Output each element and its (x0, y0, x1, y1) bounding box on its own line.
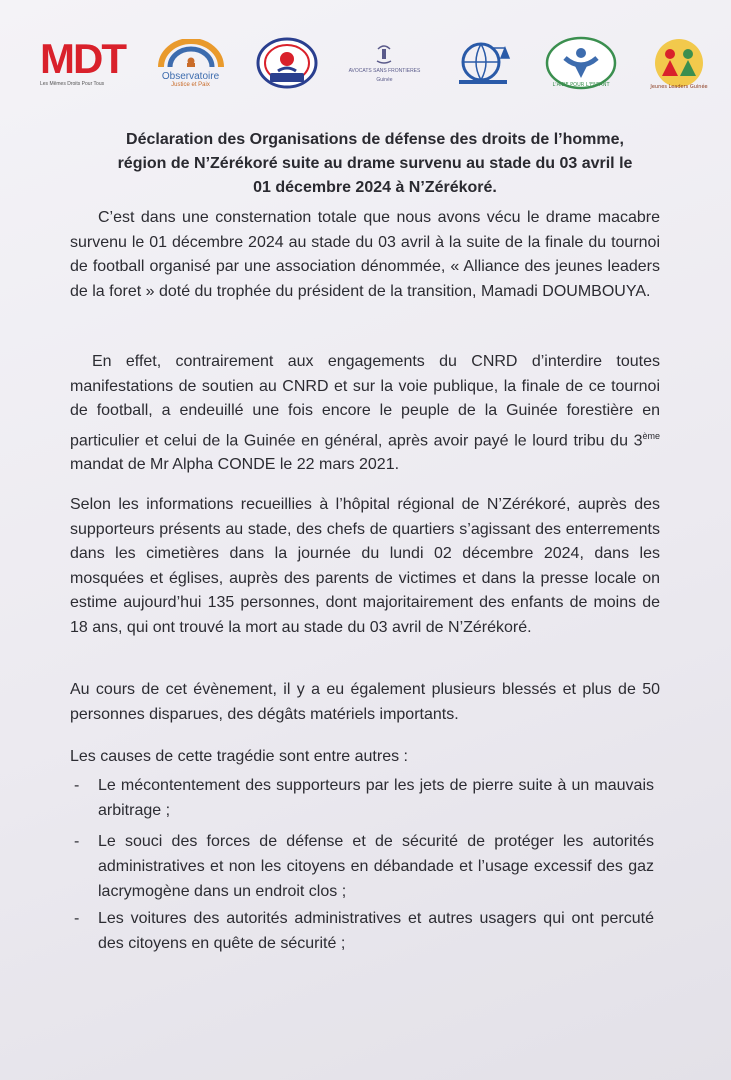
jeunes-leaders-logo (648, 36, 710, 90)
paragraph-cnrd-text-end: mandat de Mr Alpha CONDE le 22 mars 2021. (70, 456, 400, 474)
asf-name: AVOCATS SANS FRONTIERES (348, 68, 421, 74)
justice-globe-logo (451, 38, 515, 88)
aide-enfant-logo (545, 36, 617, 90)
paragraph-cnrd (70, 350, 660, 478)
list-marker: - (74, 777, 80, 794)
observatoire-name: Observatoire (161, 70, 220, 82)
ogdh-logo (256, 37, 318, 89)
logo-header (40, 28, 710, 98)
asf-emblem-icon (374, 43, 394, 65)
list-item-text: Le souci des forces de défense et de sécurité de protéger les autorités administratives et non les citoyens en débandade et l’usage excessif des gaz lacrymogène dans un endroit clos ; (98, 833, 654, 900)
title-line-1: Déclaration des Organisations de défense des droits de l’homme, (126, 131, 624, 148)
aide-enfant-seal-icon (545, 36, 617, 90)
sunrise-icon (156, 39, 226, 69)
title-line-2: région de N’Zérékoré suite au drame survenu au stade du 03 avril le (117, 155, 633, 172)
paragraph-context: C’est dans une consternation totale que nous avons vécu le drame macabre survenu le 01 décembre 2024 au stade du 03 avril à la suite de la finale du tournoi de football organisé par une association dénommée, « Alliance des jeunes leaders de la foret » doté du trophée du président de la transition, Mamadi DOUMBOUYA. (70, 209, 660, 300)
paragraph-causes-intro: Les causes de cette tragédie sont entre autres : (70, 748, 408, 765)
causes-list (74, 773, 654, 958)
list-item-text: Le mécontentement des supporteurs par les jets de pierre suite à un mauvais arbitrage ; (98, 777, 654, 819)
title-line-3: 01 décembre 2024 à N’Zérékoré. (253, 179, 497, 196)
list-marker: - (74, 910, 80, 927)
mdt-logo (40, 35, 125, 87)
aide-enfant-label: L'AIDE POUR L'ENFANT (552, 82, 610, 88)
asf-country: Guinée (376, 77, 393, 83)
jeunes-leaders-seal-icon (648, 36, 710, 90)
list-marker: - (74, 833, 80, 850)
paragraph-injured: Au cours de cet évènement, il y a eu également plusieurs blessés et plus de 50 personnes disparues, des dégâts matériels importants. (70, 681, 660, 723)
observatoire-logo (156, 39, 226, 88)
list-item (74, 773, 654, 823)
mdt-subtitle: Les Mêmes Droits Pour Tous (40, 81, 105, 87)
observatoire-subtitle: Justice et Paix (171, 81, 210, 88)
list-item (74, 829, 654, 904)
asf-logo (349, 43, 421, 83)
list-item-text: Les voitures des autorités administratives et autres usagers qui ont percuté des citoyens en quête de sécurité ; (98, 910, 654, 952)
paragraph-cnrd-text: En effet, contrairement aux engagements du CNRD d’interdire toutes manifestations de soutien au CNRD et sur la voie publique, la finale de ce tournoi de football, a endeuillé une fois encore le peuple de la Guinée forestière en particulier et celui de la Guinée en général, après avoir payé le lourd tribu du 3 (70, 353, 660, 449)
mdt-mark: MDT (40, 35, 125, 82)
jeunes-leaders-label: Jeunes Leaders Guinée (650, 84, 708, 90)
superscript-eme: ème (642, 430, 660, 441)
paragraph-victims: Selon les informations recueillies à l’hôpital régional de N’Zérékoré, auprès des supporteurs présents au stade, des chefs de quartiers s’agissant des enterrements dans les cimetières dans la journée du lundi 02 décembre 2024, dans les mosquées et églises, auprès des parents de victimes et dans la presse locale on estime aujourd’hui 135 personnes, dont majoritairement des enfants de moins de 18 ans, qui ont trouvé la mort au stade du 03 avril de N’Zérékoré. (70, 496, 660, 636)
globe-scales-icon (451, 38, 515, 88)
document-title (60, 128, 690, 200)
ogdh-seal-icon (256, 37, 318, 89)
list-item (74, 906, 654, 956)
